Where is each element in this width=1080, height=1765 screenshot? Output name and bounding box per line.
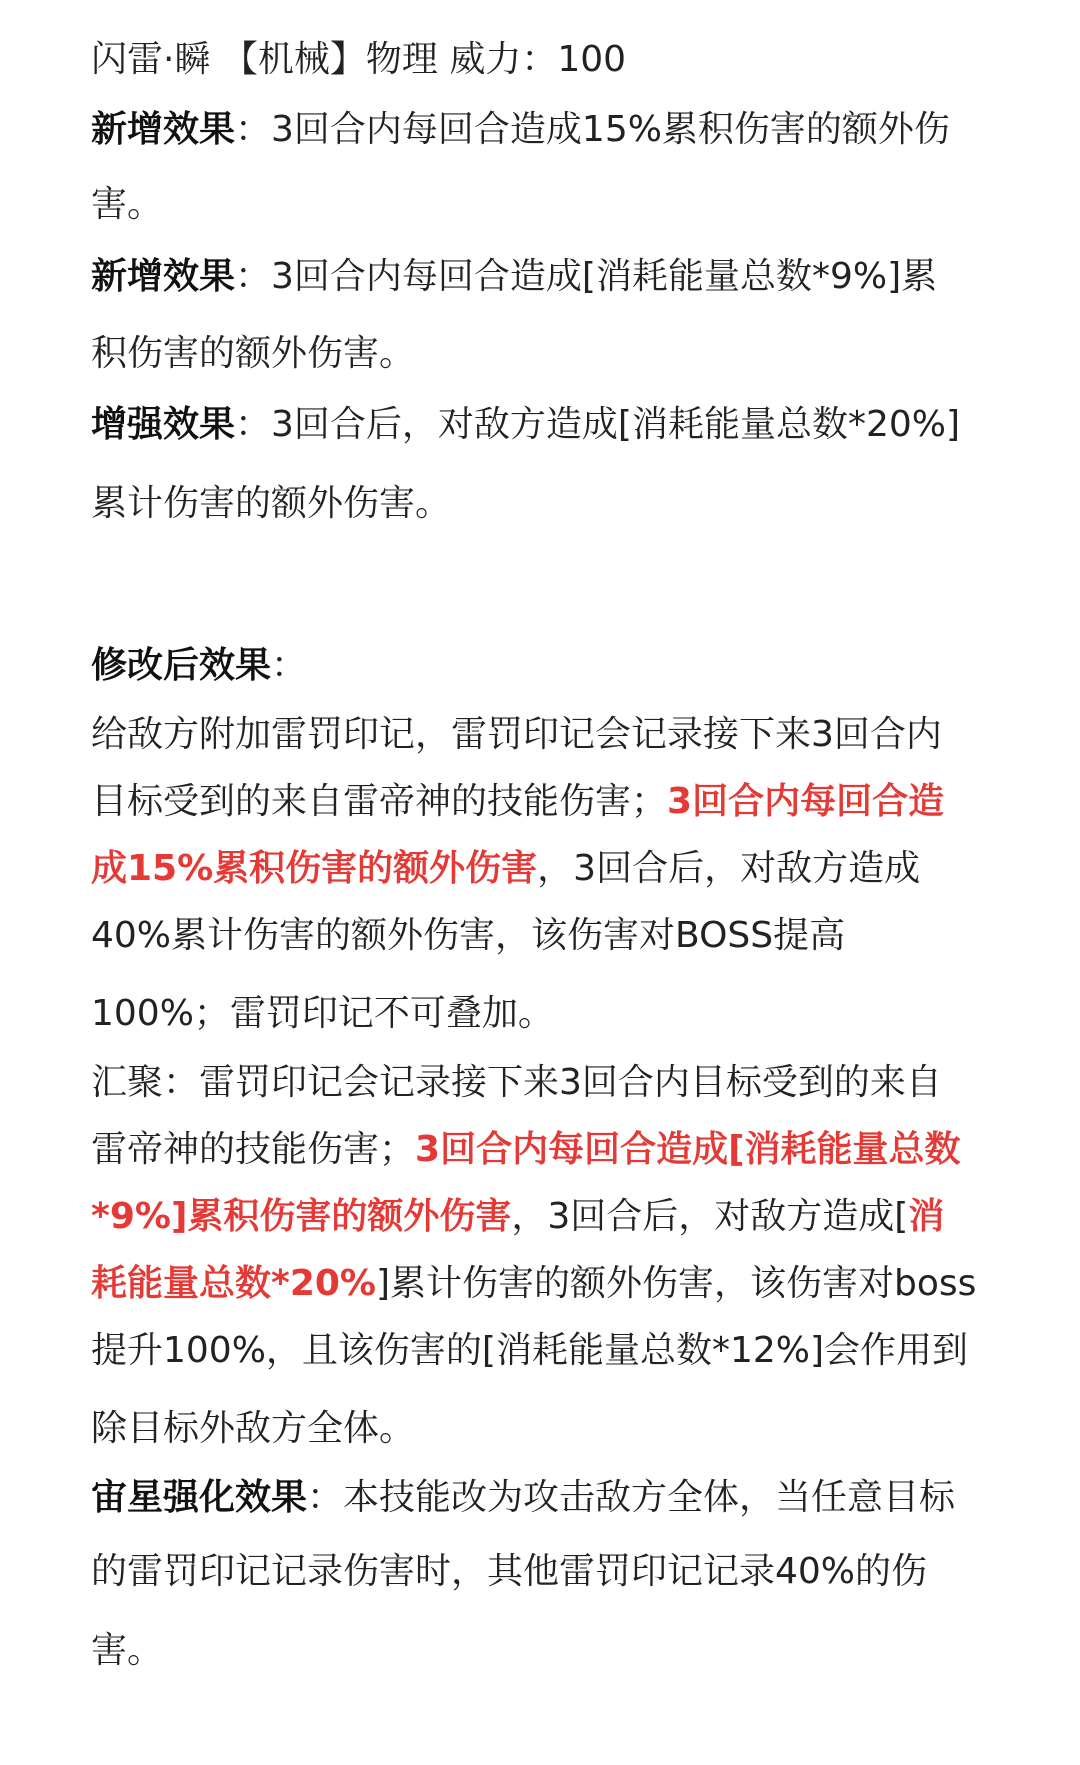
modified-effect-highlight-2: 成15%累积伤害的额外伤害	[91, 848, 538, 889]
enhanced-effect-text-end: 累计伤害的额外伤害。	[91, 483, 452, 524]
converge-line-3	[91, 1193, 944, 1241]
converge-highlight-4: 耗能量总数*20%	[91, 1263, 376, 1304]
modified-effect-line-4	[91, 912, 845, 960]
new-effect-1-line	[91, 106, 950, 154]
cosmic-enhance-label: 宙星强化效果	[91, 1477, 308, 1518]
enhanced-effect-text: ：3回合后，对敌方造成[消耗能量总数*20%]	[235, 404, 961, 445]
new-effect-1-label: 新增效果	[91, 109, 236, 150]
modified-effect-text-4: 40%累计伤害的额外伤害，该伤害对BOSS提高	[91, 915, 846, 956]
modified-effect-colon: ：	[271, 645, 308, 686]
enhanced-effect-label: 增强效果	[91, 404, 236, 445]
converge-highlight-2: *9%]累积伤害的额外伤害	[91, 1196, 512, 1237]
modified-effect-line-1	[91, 711, 942, 759]
cosmic-enhance-line-3	[91, 1627, 163, 1675]
converge-line-5	[91, 1327, 968, 1375]
modified-effect-highlight-1: 3回合内每回合造	[667, 781, 945, 822]
modified-effect-heading: 修改后效果	[91, 645, 272, 686]
converge-text-3: ，3回合后，对敌方造成[	[511, 1196, 909, 1237]
converge-text-5: 提升100%，且该伤害的[消耗能量总数*12%]会作用到	[91, 1330, 969, 1371]
cosmic-enhance-text-1: ：本技能改为攻击敌方全体，当任意目标	[307, 1477, 956, 1518]
modified-effect-line-2	[91, 778, 944, 826]
new-effect-1-text-end: 害。	[91, 184, 164, 225]
converge-text-4: ]累计伤害的额外伤害，该伤害对boss	[376, 1263, 977, 1304]
modified-effect-heading-line	[91, 642, 307, 690]
skill-header-line	[91, 36, 626, 84]
converge-line-4	[91, 1260, 976, 1308]
new-effect-1-continued	[91, 181, 163, 229]
new-effect-2-continued	[91, 330, 415, 378]
modified-effect-text-1: 给敌方附加雷罚印记，雷罚印记会记录接下来3回合内	[91, 714, 942, 755]
converge-text-6: 除目标外敌方全体。	[91, 1408, 416, 1449]
cosmic-enhance-text-2: 的雷罚印记记录伤害时，其他雷罚印记记录40%的伤	[91, 1551, 928, 1592]
modified-effect-line-5	[91, 990, 554, 1038]
new-effect-2-label: 新增效果	[91, 256, 236, 297]
enhanced-effect-line	[91, 401, 960, 449]
new-effect-2-line	[91, 253, 937, 301]
converge-line-2	[91, 1126, 961, 1174]
converge-text-2: 雷帝神的技能伤害；	[91, 1129, 416, 1170]
new-effect-2-text-end: 积伤害的额外伤害。	[91, 333, 416, 374]
converge-line-1	[91, 1059, 942, 1107]
modified-effect-text-5: 100%；雷罚印记不可叠加。	[91, 993, 554, 1034]
converge-highlight-1: 3回合内每回合造成[消耗能量总数	[415, 1129, 961, 1170]
converge-text-1: 汇聚：雷罚印记会记录接下来3回合内目标受到的来自	[91, 1062, 942, 1103]
cosmic-enhance-text-3: 害。	[91, 1630, 164, 1671]
modified-effect-text-2: 目标受到的来自雷帝神的技能伤害；	[91, 781, 668, 822]
enhanced-effect-continued	[91, 480, 451, 528]
converge-line-6	[91, 1405, 415, 1453]
modified-effect-text-3: ，3回合后，对敌方造成	[537, 848, 921, 889]
skill-header: 闪雷·瞬 【机械】物理 威力：100	[91, 39, 627, 80]
cosmic-enhance-line-2	[91, 1548, 927, 1596]
new-effect-2-text: ：3回合内每回合造成[消耗能量总数*9%]累	[235, 256, 938, 297]
new-effect-1-text: ：3回合内每回合造成15%累积伤害的额外伤	[235, 109, 950, 150]
modified-effect-line-3	[91, 845, 920, 893]
converge-highlight-3: 消	[908, 1196, 945, 1237]
cosmic-enhance-line-1	[91, 1474, 955, 1522]
